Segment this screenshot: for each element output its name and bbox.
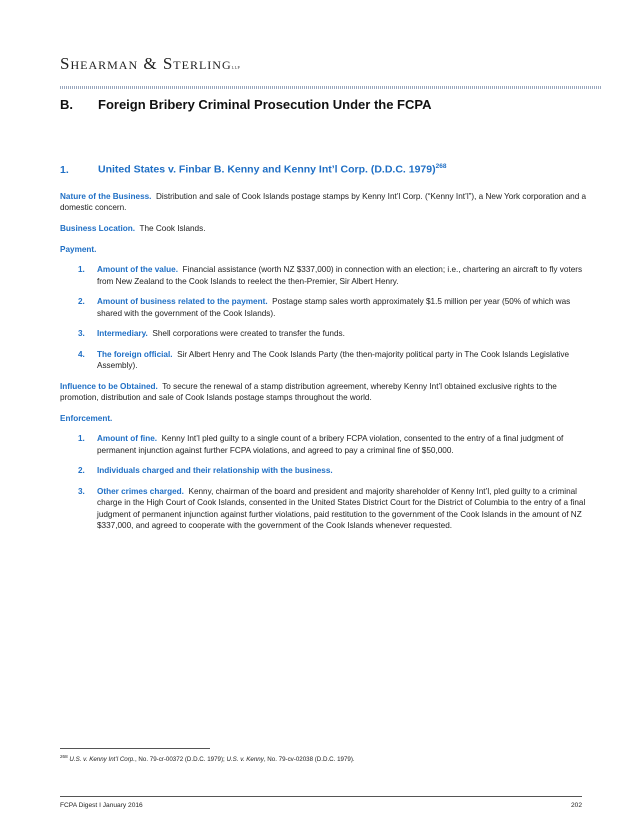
- case-body: [60, 191, 590, 541]
- payment-heading: Payment.: [60, 244, 97, 254]
- logo-suffix: llp: [231, 65, 241, 71]
- footnote-case-2: U.S. v. Kenny: [226, 756, 264, 764]
- item-text: Financial assistance (worth NZ $337,000) in connection with an election; i.e., chartering an aircraft to fly voters from New Zealand to the Cook Islands to reelect the then-Premier, Sir Albert Henry.: [97, 265, 583, 286]
- item-text: Postage stamp sales worth approximately $1.5 million per year (50% of which was shared with the government of the Cook Islands).: [97, 297, 571, 318]
- item-text: Sir Albert Henry and The Cook Islands Party (the then-majority political party in The Cook Islands Legislative Assembly).: [97, 349, 570, 371]
- enforcement-heading: Enforcement.: [60, 413, 113, 423]
- firm-logo: [60, 54, 240, 74]
- enforcement-item: [60, 433, 590, 456]
- item-text: Kenny Int’l pled guilty to a single count of a bribery FCPA violation, consented to the entry of a final judgment of permanent injunction against further FCPA violations, and agreed to pay a criminal fine of $50,000.: [97, 434, 564, 455]
- influence-paragraph: [60, 381, 590, 404]
- item-label: Individuals charged and their relationship with the business.: [97, 466, 333, 476]
- influence-label: Influence to be Obtained.: [60, 381, 158, 391]
- section-title-text: Foreign Bribery Criminal Prosecution Under the FCPA: [98, 97, 432, 112]
- footnote-citation-2: , No. 79-cv-02038 (D.D.C. 1979).: [263, 756, 355, 764]
- footnote-case-1: U.S. v. Kenny Int’l Corp.: [69, 756, 135, 764]
- footer-title: FCPA Digest I January 2016: [60, 802, 143, 809]
- enforcement-item: [60, 465, 590, 476]
- section-title: [60, 97, 431, 112]
- footer-rule: [60, 796, 582, 797]
- item-label: Intermediary.: [97, 329, 148, 339]
- item-number: 2.: [78, 297, 85, 307]
- section-letter: B.: [60, 97, 73, 112]
- item-label: The foreign official.: [97, 349, 173, 359]
- footnote: [60, 754, 355, 763]
- page-number: 202: [570, 802, 582, 809]
- item-number: 1.: [78, 265, 85, 275]
- item-number: 1.: [78, 434, 85, 444]
- enforcement-item: [60, 486, 590, 532]
- footnote-rule: [60, 748, 210, 749]
- footnote-number: 268: [60, 754, 68, 759]
- item-label: Amount of fine.: [97, 434, 158, 444]
- location-paragraph: [60, 223, 590, 234]
- location-text: The Cook Islands.: [139, 224, 206, 233]
- item-number: 2.: [78, 466, 85, 476]
- item-label: Other crimes charged.: [97, 486, 184, 496]
- item-number: 3.: [78, 486, 85, 496]
- location-label: Business Location.: [60, 224, 136, 233]
- item-number: 4.: [78, 349, 85, 359]
- header-rule: [60, 86, 602, 89]
- influence-text: To secure the renewal of a stamp distribution agreement, whereby Kenny Int’l obtained exclusive rights to the promotion, distribution and sale of Cook Islands postage stamps throughout the world.: [60, 381, 557, 403]
- payment-item: [60, 296, 590, 319]
- case-title: [60, 163, 446, 176]
- footnote-ref: 268: [435, 163, 447, 170]
- payment-item: [60, 264, 590, 287]
- item-label: Amount of business related to the payment.: [97, 297, 268, 307]
- payment-item: [60, 349, 590, 372]
- payment-item: [60, 328, 590, 339]
- item-text: Kenny, chairman of the board and president and majority shareholder of Kenny Int’l, pled guilty to a criminal charge in the High Court of Cook Islands, consented in the United States District Court for the District of Columbia to the entry of a final judgment of permanent injunction against further violations, paid restitution to the government of the Cook Islands in the amount of NZ $337,000, and agreed to cooperate with the government of the Cook Islands whenever requested.: [97, 486, 586, 531]
- nature-text: Distribution and sale of Cook Islands postage stamps by Kenny Int’l Corp. (“Kenny Int’l”), a New York corporation and a domestic concern.: [60, 192, 587, 213]
- nature-paragraph: [60, 191, 590, 214]
- logo-text: Shearman & Sterling: [60, 54, 232, 73]
- case-title-text: United States v. Finbar B. Kenny and Kenny Int’l Corp. (D.D.C. 1979): [98, 163, 436, 176]
- nature-label: Nature of the Business.: [60, 192, 152, 201]
- item-text: Shell corporations were created to transfer the funds.: [152, 329, 345, 339]
- item-number: 3.: [78, 329, 85, 339]
- item-label: Amount of the value.: [97, 265, 178, 275]
- case-number: 1.: [60, 163, 69, 176]
- footnote-citation-1: , No. 79-cr-00372 (D.D.C. 1979);: [134, 756, 227, 764]
